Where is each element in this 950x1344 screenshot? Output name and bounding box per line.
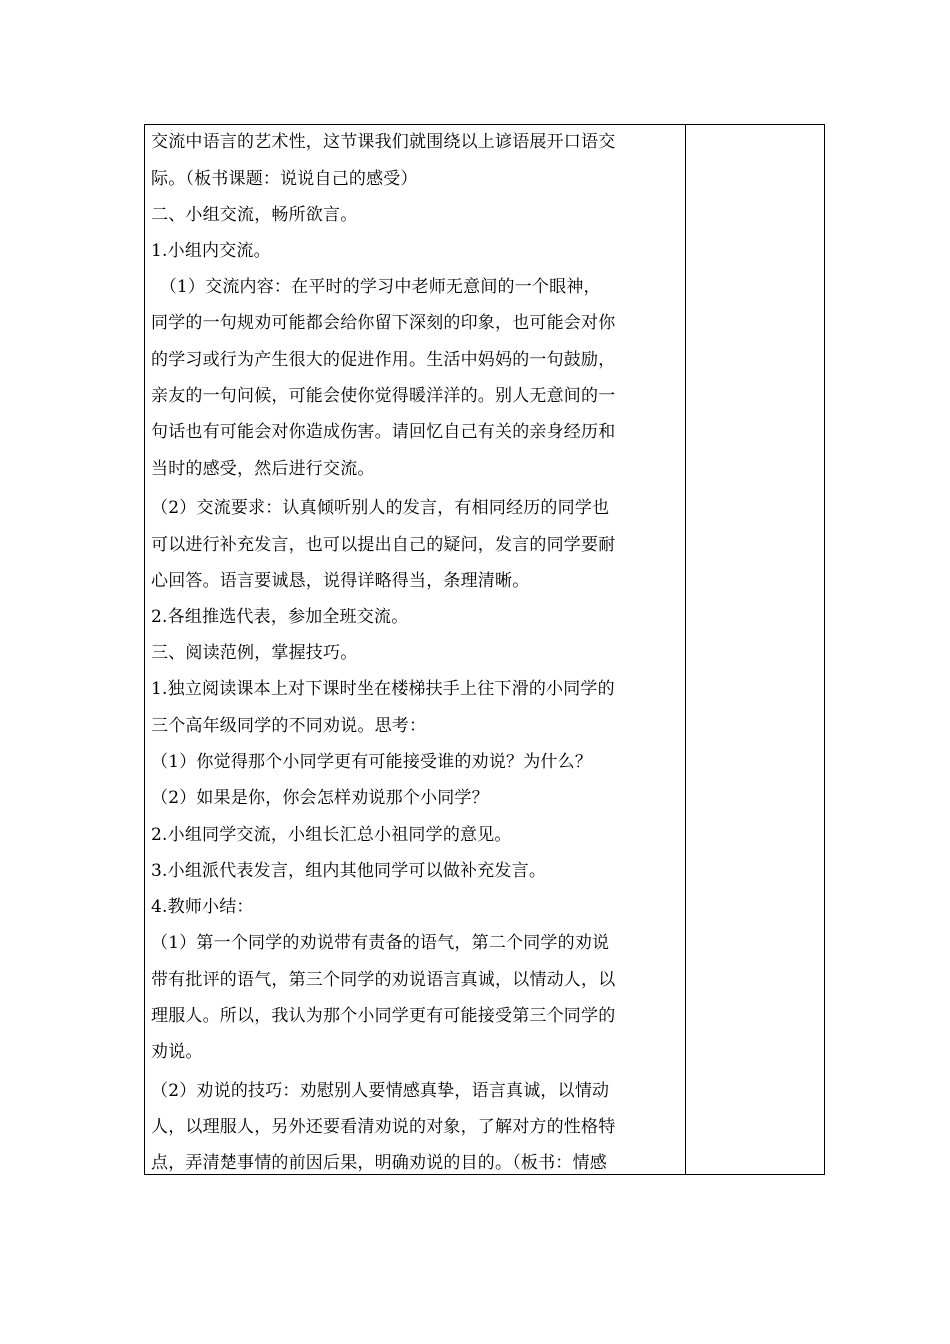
text-line: （1）第一个同学的劝说带有责备的语气，第二个同学的劝说 [151, 933, 610, 953]
text-line: 1.小组内交流。 [151, 241, 271, 261]
text-line: 带有批评的语气，第三个同学的劝说语言真诚，以情动人，以 [151, 970, 616, 990]
text-line: 际。（板书课题：说说自己的感受） [151, 169, 418, 189]
text-line: 4.教师小结： [151, 897, 254, 917]
text-line: 心回答。语言要诚恳，说得详略得当，条理清晰。 [151, 571, 530, 591]
text-line: 2.各组推选代表，参加全班交流。 [151, 607, 409, 627]
text-line: （1）你觉得那个小同学更有可能接受谁的劝说？为什么？ [151, 752, 593, 772]
text-line: 点，弄清楚事情的前因后果，明确劝说的目的。（板书：情感 [151, 1153, 607, 1173]
text-line: 亲友的一句问候，可能会使你觉得暖洋洋的。别人无意间的一 [151, 386, 616, 406]
text-line: （2）劝说的技巧：劝慰别人要情感真挚，语言真诚，以情动 [151, 1081, 610, 1101]
lesson-table [144, 124, 825, 1175]
text-line: 句话也有可能会对你造成伤害。请回忆自己有关的亲身经历和 [151, 422, 616, 442]
text-line: 同学的一句规劝可能都会给你留下深刻的印象，也可能会对你 [151, 313, 616, 333]
text-line: 三、阅读范例，掌握技巧。 [151, 643, 358, 663]
text-line: 1.独立阅读课本上对下课时坐在楼梯扶手上往下滑的小同学的 [151, 679, 615, 699]
text-line: 交流中语言的艺术性，这节课我们就围绕以上谚语展开口语交 [151, 132, 616, 152]
text-line: 三个高年级同学的不同劝说。思考： [151, 716, 427, 736]
text-line: 3.小组派代表发言，组内其他同学可以做补充发言。 [151, 861, 547, 881]
text-line: （2）交流要求：认真倾听别人的发言，有相同经历的同学也 [151, 498, 610, 518]
text-line: 2.小组同学交流，小组长汇总小祖同学的意见。 [151, 825, 512, 845]
text-line: 二、小组交流，畅所欲言。 [151, 205, 358, 225]
text-line: 劝说。 [151, 1042, 203, 1062]
text-line: 可以进行补充发言，也可以提出自己的疑问，发言的同学要耐 [151, 535, 616, 555]
empty-notes-cell [686, 125, 824, 1174]
text-line: 人，以理服人，另外还要看清劝说的对象，了解对方的性格特 [151, 1117, 616, 1137]
lesson-content-cell [145, 125, 685, 1174]
text-line: 理服人。所以，我认为那个小同学更有可能接受第三个同学的 [151, 1006, 616, 1026]
text-line: 当时的感受，然后进行交流。 [151, 459, 375, 479]
text-line: 的学习或行为产生很大的促进作用。生活中妈妈的一句鼓励， [151, 350, 616, 370]
text-line: （1）交流内容：在平时的学习中老师无意间的一个眼神， [151, 277, 601, 297]
text-line: （2）如果是你，你会怎样劝说那个小同学？ [151, 788, 489, 808]
